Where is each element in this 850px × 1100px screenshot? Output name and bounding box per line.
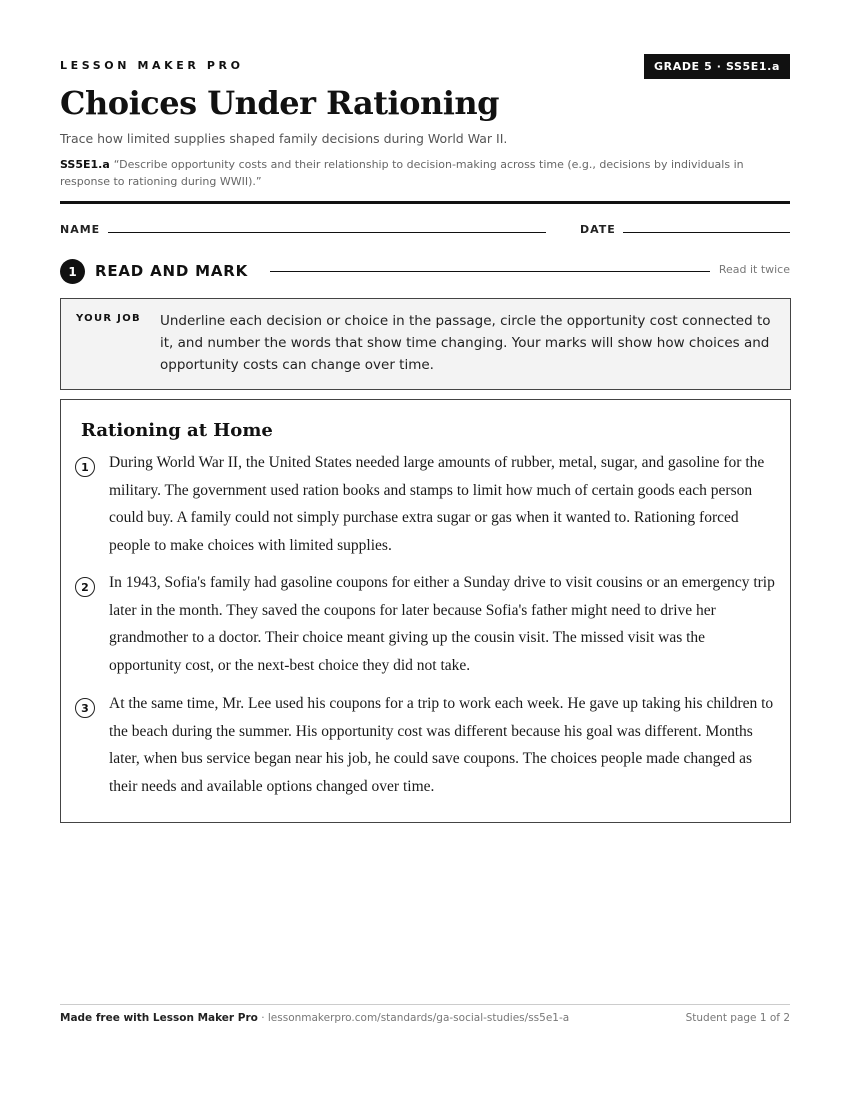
header-divider [60,201,790,204]
date-label: DATE [580,223,616,236]
paragraph-text: At the same time, Mr. Lee used his coupons for a trip to work each week. He gave up taking his children to the beach during the summer. His opportunity cost was different because his goal was different. Months later, when bus service began near his job, he could save coupons. The choices people made changed as their needs and available options changed over time. [109,695,774,795]
paragraph-number-badge: 2 [75,577,95,597]
footer-credit [60,1012,569,1024]
standard-description [60,156,792,190]
your-job-text: Underline each decision or choice in the passage, circle the opportunity cost connected to it, and number the words that show time changing. Your marks will show how choices and opportunity costs can change over time. [160,313,771,373]
standard-text: “Describe opportunity costs and their relationship to decision-making across time (e.g., decisions by individuals in response to rationing during WWII).” [60,158,744,188]
footer-divider [60,1004,790,1005]
name-label: NAME [60,223,101,236]
paragraph-text: During World War II, the United States needed large amounts of rubber, metal, sugar, and gasoline for the military. The government used ration books and stamps to limit how much of certain goods each person could buy. A family could not simply purchase extra sugar or gas when it wanted to. Rationing forced people to make choices with limited supplies. [109,454,765,554]
footer-made-with: Made free with Lesson Maker Pro [60,1012,258,1024]
grade-badge: GRADE 5 · SS5E1.a [644,54,790,79]
footer-page-number: Student page 1 of 2 [685,1012,790,1024]
section-divider [270,271,710,272]
passage-box [60,399,791,823]
page-title: Choices Under Rationing [60,84,500,122]
section-title: READ AND MARK [95,262,249,280]
paragraph-text: In 1943, Sofia's family had gasoline coupons for either a Sunday drive to visit cousins or an emergency trip later in the month. They saved the coupons for later because Sofia's father might need to drive her grandmother to a doctor. Their choice meant giving up the cousin visit. The missed visit was the opportunity cost, or the next-best choice they did not take. [109,574,775,674]
section-number: 1 [60,259,85,284]
brand-name: LESSON MAKER PRO [60,59,244,72]
your-job-label: YOUR JOB [76,313,141,324]
standard-code: SS5E1.a [60,158,110,171]
your-job-box [60,298,791,390]
footer-url: · lessonmakerpro.com/standards/ga-social-studies/ss5e1-a [257,1012,570,1024]
page-subtitle: Trace how limited supplies shaped family decisions during World War II. [60,131,508,146]
paragraph-number-badge: 1 [75,457,95,477]
date-field-line[interactable] [623,232,790,233]
name-field-line[interactable] [108,232,546,233]
section-note: Read it twice [718,263,790,276]
passage-title: Rationing at Home [81,420,273,441]
paragraph-number-badge: 3 [75,698,95,718]
